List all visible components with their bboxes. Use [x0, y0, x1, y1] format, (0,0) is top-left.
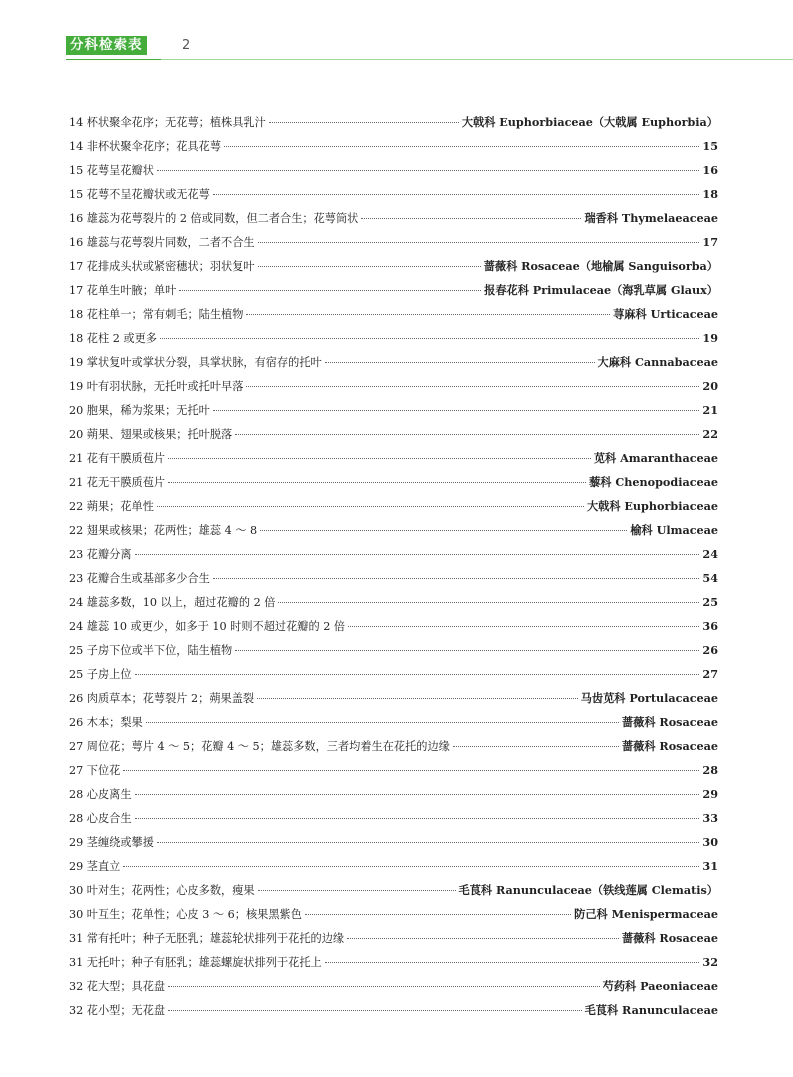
dot-leader — [135, 794, 700, 795]
entry-lead: 22 翅果或核果；花两性；雄蕊 4 ～ 8 — [69, 524, 258, 537]
entry-lead: 15 花萼呈花瓣状 — [69, 164, 154, 177]
dot-leader — [123, 866, 699, 867]
entry-lead: 26 肉质草本；花萼裂片 2；蒴果盖裂 — [69, 692, 255, 705]
entry-lead: 23 花瓣合生或基部多少合生 — [69, 572, 210, 585]
dot-leader — [325, 962, 700, 963]
key-entry-row — [69, 734, 718, 758]
key-entry-row — [69, 134, 718, 158]
entry-target: 荨麻科 Urticaceae — [613, 307, 718, 321]
entry-lead: 19 掌状复叶或掌状分裂，具掌状脉，有宿存的托叶 — [69, 356, 322, 369]
header-rule — [66, 59, 161, 60]
entry-lead: 21 花无干膜质苞片 — [69, 476, 166, 489]
entry-target: 藜科 Chenopodiaceae — [589, 475, 718, 489]
dot-leader — [246, 314, 610, 315]
key-entry-row — [69, 926, 718, 950]
entry-lead: 28 心皮离生 — [69, 788, 132, 801]
entry-lead: 25 子房上位 — [69, 668, 132, 681]
entry-target: 27 — [702, 667, 718, 681]
entry-target: 苋科 Amaranthaceae — [593, 451, 718, 465]
entry-target: 马齿苋科 Portulacaceae — [580, 691, 718, 705]
key-entry-row — [69, 854, 718, 878]
key-entry-row — [69, 206, 718, 230]
dot-leader — [168, 458, 591, 459]
dot-leader — [246, 386, 699, 387]
entry-target: 蔷薇科 Rosaceae（地榆属 Sanguisorba） — [483, 259, 718, 273]
entry-target: 毛茛科 Ranunculaceae（铁线莲属 Clematis） — [458, 883, 718, 897]
entry-lead: 32 花大型；具花盘 — [69, 980, 166, 993]
entry-target: 30 — [702, 835, 718, 849]
key-entry-row — [69, 686, 718, 710]
dot-leader — [135, 554, 700, 555]
dot-leader — [269, 122, 459, 123]
entry-lead: 28 心皮合生 — [69, 812, 132, 825]
entry-target: 17 — [702, 235, 718, 249]
key-entry-row — [69, 398, 718, 422]
dot-leader — [305, 914, 571, 915]
dot-leader — [325, 362, 595, 363]
entry-lead: 14 杯状聚伞花序；无花萼；植株具乳汁 — [69, 116, 266, 129]
key-entry-row — [69, 806, 718, 830]
entry-target: 蔷薇科 Rosaceae — [621, 739, 718, 753]
entry-lead: 25 子房下位或半下位，陆生植物 — [69, 644, 233, 657]
entry-target: 36 — [702, 619, 718, 633]
dot-leader — [258, 242, 700, 243]
entry-target: 19 — [702, 331, 718, 345]
key-entry-row — [69, 710, 718, 734]
key-entry-row — [69, 950, 718, 974]
key-entry-row — [69, 974, 718, 998]
dot-leader — [235, 434, 699, 435]
entry-target: 24 — [702, 547, 718, 561]
key-entry-row — [69, 662, 718, 686]
entry-target: 防己科 Menispermaceae — [574, 907, 718, 921]
dot-leader — [213, 194, 700, 195]
entry-target: 15 — [702, 139, 718, 153]
dot-leader — [179, 290, 481, 291]
dot-leader — [123, 770, 699, 771]
entry-lead: 32 花小型；无花盘 — [69, 1004, 166, 1017]
entry-target: 榆科 Ulmaceae — [630, 523, 718, 537]
header-rule-light — [161, 59, 793, 60]
page-header — [0, 36, 793, 60]
entry-lead: 24 雄蕊 10 或更少，如多于 10 时则不超过花瓣的 2 倍 — [69, 620, 346, 633]
entry-lead: 31 无托叶；种子有胚乳；雄蕊螺旋状排列于花托上 — [69, 956, 322, 969]
key-entry-row — [69, 158, 718, 182]
key-entry-row — [69, 422, 718, 446]
dot-leader — [157, 842, 700, 843]
entry-target: 大戟科 Euphorbiaceae — [586, 499, 718, 513]
entry-lead: 29 茎直立 — [69, 860, 121, 873]
dot-leader — [146, 722, 619, 723]
key-entry-row — [69, 878, 718, 902]
dot-leader — [168, 1010, 581, 1011]
entry-lead: 20 蒴果、翅果或核果；托叶脱落 — [69, 428, 233, 441]
key-entry-row — [69, 830, 718, 854]
key-entry-row — [69, 518, 718, 542]
key-entries — [69, 110, 718, 1022]
dot-leader — [213, 410, 700, 411]
entry-target: 瑞香科 Thymelaeaceae — [584, 211, 718, 225]
entry-target: 28 — [702, 763, 718, 777]
entry-target: 32 — [702, 955, 718, 969]
entry-target: 25 — [702, 595, 718, 609]
key-entry-row — [69, 542, 718, 566]
dot-leader — [260, 530, 627, 531]
dot-leader — [361, 218, 581, 219]
entry-target: 26 — [702, 643, 718, 657]
entry-target: 蔷薇科 Rosaceae — [621, 715, 718, 729]
dot-leader — [235, 650, 699, 651]
entry-target: 18 — [702, 187, 718, 201]
dot-leader — [347, 938, 619, 939]
page-number: 2 — [182, 38, 191, 53]
dot-leader — [224, 146, 699, 147]
key-entry-row — [69, 614, 718, 638]
key-entry-row — [69, 254, 718, 278]
key-entry-row — [69, 350, 718, 374]
entry-target: 报春花科 Primulaceae（海乳草属 Glaux） — [484, 283, 718, 297]
dot-leader — [135, 818, 700, 819]
dot-leader — [278, 602, 699, 603]
entry-lead: 17 花排成头状或紧密穗状；羽状复叶 — [69, 260, 255, 273]
entry-target: 大麻科 Cannabaceae — [597, 355, 718, 369]
dot-leader — [453, 746, 619, 747]
key-entry-row — [69, 374, 718, 398]
entry-lead: 23 花瓣分离 — [69, 548, 132, 561]
entry-lead: 26 木本；梨果 — [69, 716, 143, 729]
entry-lead: 17 花单生叶腋；单叶 — [69, 284, 177, 297]
entry-lead: 15 花萼不呈花瓣状或无花萼 — [69, 188, 210, 201]
key-entry-row — [69, 782, 718, 806]
entry-lead: 30 叶互生；花单性；心皮 3 ～ 6；核果黑紫色 — [69, 908, 302, 921]
entry-lead: 22 蒴果；花单性 — [69, 500, 154, 513]
key-entry-row — [69, 470, 718, 494]
key-entry-row — [69, 230, 718, 254]
key-entry-row — [69, 446, 718, 470]
entry-target: 大戟科 Euphorbiaceae（大戟属 Euphorbia） — [461, 115, 718, 129]
entry-lead: 18 花柱 2 或更多 — [69, 332, 157, 345]
entry-target: 21 — [702, 403, 718, 417]
entry-lead: 24 雄蕊多数，10 以上，超过花瓣的 2 倍 — [69, 596, 276, 609]
key-entry-row — [69, 494, 718, 518]
entry-target: 22 — [702, 427, 718, 441]
entry-lead: 29 茎缠绕或攀援 — [69, 836, 154, 849]
dot-leader — [168, 482, 586, 483]
entry-lead: 19 叶有羽状脉，无托叶或托叶早落 — [69, 380, 244, 393]
dot-leader — [157, 170, 700, 171]
key-entry-row — [69, 110, 718, 134]
key-entry-row — [69, 566, 718, 590]
entry-lead: 30 叶对生；花两性；心皮多数，瘦果 — [69, 884, 255, 897]
dot-leader — [135, 674, 700, 675]
entry-target: 29 — [702, 787, 718, 801]
key-entry-row — [69, 638, 718, 662]
entry-lead: 16 雄蕊与花萼裂片同数，二者不合生 — [69, 236, 255, 249]
entry-target: 芍药科 Paeoniaceae — [602, 979, 718, 993]
entry-lead: 20 胞果，稀为浆果；无托叶 — [69, 404, 210, 417]
entry-target: 20 — [702, 379, 718, 393]
dot-leader — [257, 698, 578, 699]
dot-leader — [213, 578, 700, 579]
key-entry-row — [69, 998, 718, 1022]
entry-lead: 16 雄蕊为花萼裂片的 2 倍或同数，但二者合生；花萼筒状 — [69, 212, 359, 225]
dot-leader — [160, 338, 699, 339]
key-entry-row — [69, 302, 718, 326]
key-entry-row — [69, 758, 718, 782]
key-entry-row — [69, 182, 718, 206]
entry-lead: 14 非杯状聚伞花序；花具花萼 — [69, 140, 222, 153]
entry-lead: 31 常有托叶；种子无胚乳；雄蕊轮状排列于花托的边缘 — [69, 932, 345, 945]
dot-leader — [157, 506, 584, 507]
key-entry-row — [69, 326, 718, 350]
dot-leader — [168, 986, 600, 987]
dot-leader — [258, 266, 481, 267]
key-entry-row — [69, 590, 718, 614]
entry-lead: 27 下位花 — [69, 764, 121, 777]
dot-leader — [258, 890, 456, 891]
entry-target: 16 — [702, 163, 718, 177]
entry-target: 33 — [702, 811, 718, 825]
entry-target: 31 — [702, 859, 718, 873]
key-entry-row — [69, 278, 718, 302]
entry-target: 蔷薇科 Rosaceae — [621, 931, 718, 945]
entry-target: 54 — [702, 571, 718, 585]
section-tag: 分科检索表 — [66, 36, 147, 55]
entry-lead: 21 花有干膜质苞片 — [69, 452, 166, 465]
entry-target: 毛茛科 Ranunculaceae — [584, 1003, 718, 1017]
entry-lead: 18 花柱单一；常有刺毛；陆生植物 — [69, 308, 244, 321]
key-entry-row — [69, 902, 718, 926]
dot-leader — [348, 626, 699, 627]
entry-lead: 27 周位花；萼片 4 ～ 5；花瓣 4 ～ 5；雄蕊多数，三者均着生在花托的边缘 — [69, 740, 450, 753]
